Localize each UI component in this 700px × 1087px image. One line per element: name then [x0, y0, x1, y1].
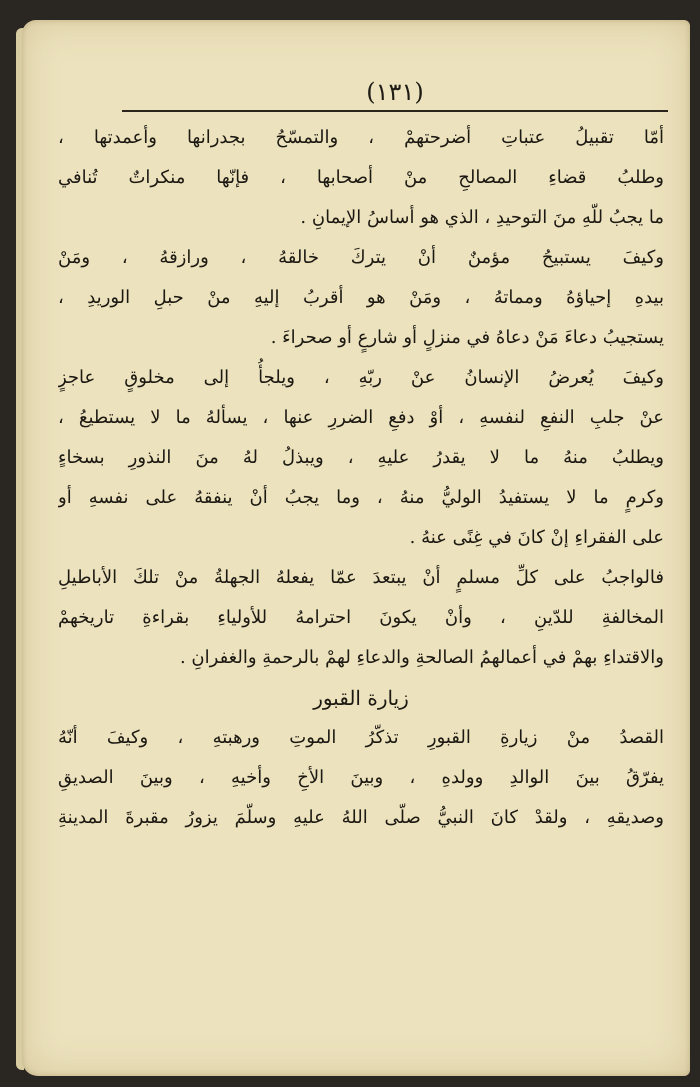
text-line: على الفقراءِ إنْ كانَ في غِنًى عنهُ .	[409, 527, 664, 548]
section-paragraph	[58, 718, 664, 838]
text-line: يستجيبُ دعاءَ مَنْ دعاهُ في منزلٍ أو شارعٍ أو صحراءَ .	[270, 327, 664, 348]
text-line: أمّا تقبيلُ عتباتِ أضرحتهمْ ، والتمسّحُ بجدرانها وأعمدتها ،	[58, 127, 664, 148]
text-line: وكيفَ يُعرضُ الإنسانُ عنْ ربّهِ ، ويلجأُ إلى مخلوقٍ عاجزٍ	[58, 367, 664, 388]
section-title: زيارة القبور	[313, 686, 409, 710]
text-line: عنْ جلبِ النفعِ لنفسهِ ، أوْ دفعِ الضررِ عنها ، يسألهُ ما لا يستطيعُ ،	[58, 407, 664, 428]
text-line: المخالفةِ للدّينِ ، وأنْ يكونَ احترامهُ للأولياءِ بقراءةِ تاريخهمْ	[58, 607, 664, 628]
header-rule	[122, 110, 668, 112]
paragraph-2	[58, 238, 664, 358]
text-line: فالواجبُ على كلِّ مسلمٍ أنْ يبتعدَ عمّا يفعلهُ الجهلةُ منْ تلكَ الأباطيلِ	[58, 567, 664, 588]
paragraph-1	[58, 118, 664, 238]
text-line: وكرمٍ ما لا يستفيدُ الوليُّ منهُ ، وما يجبُ أنْ ينفقهُ على نفسهِ أو	[58, 487, 664, 508]
page-header	[122, 76, 668, 112]
text-line: والاقتداءِ بهمْ في أعمالهمُ الصالحةِ والدعاءِ لهمْ بالرحمةِ والغفرانِ .	[179, 647, 664, 668]
text-line: وكيفَ يستبيحُ مؤمنٌ أنْ يتركَ خالقهُ ، ورازقهُ ، ومَنْ	[58, 247, 664, 268]
text-line: القصدُ منْ زيارةِ القبورِ تذكّرُ الموتِ ورهبتهِ ، وكيفَ أنّهُ	[58, 727, 664, 748]
text-line: ما يجبُ للّهِ منَ التوحيدِ ، الذي هو أساسُ الإيمانِ .	[300, 207, 664, 228]
text-line: وطلبُ قضاءِ المصالحِ منْ أصحابها ، فإنّها منكراتٌ تُنافي	[58, 167, 664, 188]
paragraph-3	[58, 358, 664, 558]
text-line: ويطلبُ منهُ ما لا يقدرُ عليهِ ، ويبذلُ لهُ منَ النذورِ بسخاءٍ	[58, 447, 664, 468]
text-line: يفرّقُ بينَ الوالدِ وولدهِ ، وبينَ الأخِ وأخيهِ ، وبينَ الصديقِ	[58, 767, 664, 788]
text-line: وصديقهِ ، ولقدْ كانَ النبيُّ صلّى اللهُ عليهِ وسلّمَ يزورُ مقبرةَ المدينةِ	[58, 807, 664, 828]
page-number: (١٣١)	[366, 78, 424, 106]
paragraph-4	[58, 558, 664, 678]
text-line: بيدهِ إحياؤهُ ومماتهُ ، ومَنْ هو أقربُ إليهِ منْ حبلِ الوريدِ ،	[58, 287, 664, 308]
body-text	[58, 118, 664, 838]
